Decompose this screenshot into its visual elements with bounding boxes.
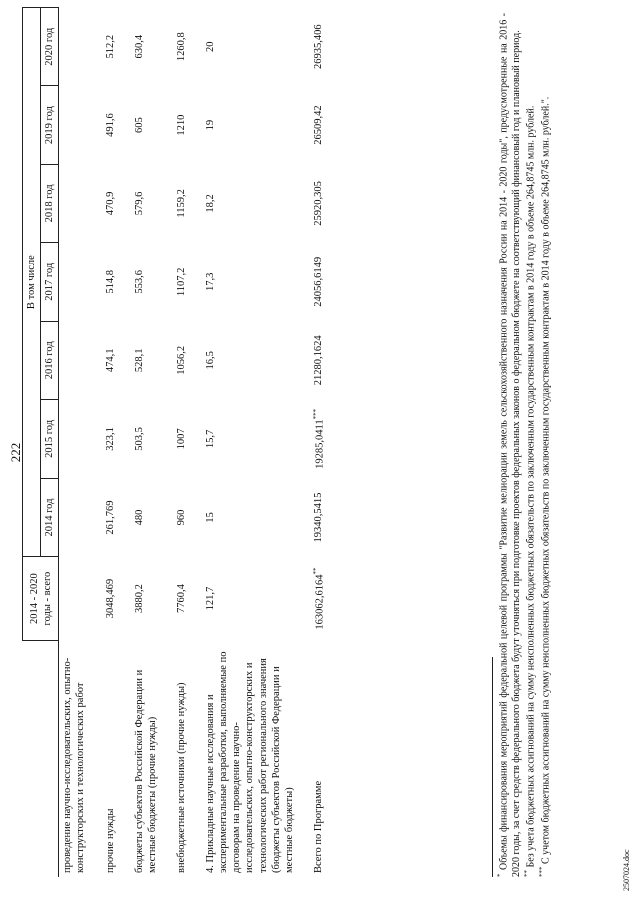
cell-value: 21280,1624: [312, 335, 324, 386]
cell-value-text: 19285,0411: [314, 419, 326, 469]
cell-value: 1007: [175, 428, 187, 450]
cell-value: 19: [205, 119, 216, 131]
cell-value: 474,1: [104, 348, 116, 373]
header-row-1: [23, 8, 41, 878]
footnote-text: Без учета бюджетных ассигнований на сумму неисполненных бюджетных обязательств по заключенным государственным контрактам в 2014 году в объеме 264,8745 млн. рублей.: [525, 105, 537, 868]
cell-value: [298, 400, 329, 479]
footnote-mark: ***: [311, 408, 320, 420]
cell-value: 470,9: [104, 191, 116, 216]
cell-value: 491,6: [104, 113, 116, 137]
cell-value: [59, 86, 90, 164]
row-label: Всего по Программе: [312, 780, 324, 873]
cell-value: [59, 164, 90, 242]
cell-value: 960: [175, 509, 187, 526]
header-year: 2020 год: [41, 8, 59, 86]
cell-value: 1107,2: [175, 267, 187, 297]
cell-value: 16,5: [205, 351, 216, 370]
header-blank-cell: [23, 640, 59, 877]
cell-value: 553,6: [133, 270, 145, 294]
row-total: [59, 557, 90, 641]
cell-value: 24056,6149: [312, 256, 324, 307]
row-label: проведение научно-исследовательских, опытно-конструкторских и технологических работ: [62, 657, 87, 873]
document-code: 2507024.doc: [622, 849, 631, 891]
cell-value: 25920,305: [312, 181, 324, 226]
header-year: 2017 год: [41, 243, 59, 321]
cell-value: 579,6: [133, 191, 145, 216]
header-year: 2015 год: [41, 400, 59, 479]
table-row: [59, 8, 90, 878]
financing-table: [22, 7, 329, 877]
footnote-mark: *: [496, 873, 504, 877]
page-number: 222: [8, 442, 23, 463]
header-year: 2014 год: [41, 478, 59, 556]
cell-value: [59, 321, 90, 399]
cell-value: 503,5: [133, 427, 145, 451]
cell-value: [59, 478, 90, 556]
cell-value: 512,2: [104, 34, 116, 59]
row-total: 121,7: [205, 586, 216, 611]
cell-value: 1159,2: [175, 189, 187, 218]
cell-value: 20: [205, 41, 216, 52]
table-row: [161, 8, 190, 878]
cell-value: [59, 243, 90, 321]
cell-value: 15,7: [205, 429, 216, 449]
footnote-mark: **: [311, 567, 320, 575]
header-year: 2018 год: [41, 164, 59, 242]
cell-value: 514,8: [104, 270, 116, 294]
row-label: 4. Прикладные научные исследования и экспериментальные разработки, выполняемые по договорам на проведение научно-исследовательских, опытно-конструкторских и технологических работ регионального значения (бюджеты субъектов Российской Федерации и местные бюджеты): [205, 651, 295, 873]
cell-value: 1260,8: [175, 32, 187, 62]
cell-value: 480: [133, 509, 145, 526]
row-label: бюджеты субъектов Российской Федерации и местные бюджеты (прочие нужды): [133, 669, 158, 873]
header-total-col: 2014 - 2020 годы - всего: [23, 557, 59, 641]
header-year: 2016 год: [41, 321, 59, 399]
cell-value: 1056,2: [175, 345, 187, 375]
row-label: внебюджетные источники (прочие нужды): [175, 682, 187, 873]
cell-value: 18,2: [205, 194, 216, 213]
footnote: [538, 13, 553, 877]
footnote-mark: ***: [538, 866, 547, 877]
cell-value: 528,1: [133, 348, 145, 373]
table-row: [190, 8, 298, 878]
cell-value: 630,4: [133, 34, 145, 59]
cell-value: 26509,42: [312, 105, 324, 145]
header-in-that-number: В том числе: [23, 8, 41, 557]
footnote: [496, 13, 523, 877]
cell-value: 19340,5415: [312, 492, 324, 543]
header-year: 2019 год: [41, 86, 59, 164]
footnote: [523, 13, 538, 877]
row-total: 3880,2: [133, 584, 145, 614]
table-row: [90, 8, 119, 878]
total-value: 163062,6164: [314, 574, 326, 630]
cell-value: [59, 400, 90, 479]
footnotes: [492, 13, 553, 877]
cell-value: [59, 8, 90, 86]
row-total: [298, 557, 329, 641]
cell-value: 26935,406: [312, 24, 324, 70]
footnote-mark: **: [523, 870, 532, 877]
cell-value: 15: [205, 512, 216, 523]
cell-value: 261,769: [104, 500, 116, 535]
footnote-text: С учетом бюджетных ассигнований на сумму неисполненных бюджетных обязательств по заключенным государственным контрактам в 2014 году в объеме 264,8745 млн. рублей.".: [540, 96, 552, 864]
row-label: прочие нужды: [104, 808, 116, 873]
footnote-text: Объемы финансирования мероприятий федеральной целевой программы "Развитие мелиорации земель сельскохозяйственного назначения России на 2014 - 2020 годы", предусмотренные на 2016 - 2020 годы, за счет средств федерального бюджета будут уточняться при подготовке проектов федеральных законов о федеральном бюджете на соответствующий финансовый год и плановый период.: [498, 12, 522, 877]
row-total: 7760,4: [175, 584, 187, 614]
row-total: 3048,469: [104, 578, 116, 619]
footnote-divider: [492, 657, 493, 877]
cell-value: 323,1: [104, 427, 116, 451]
cell-value: 1210: [175, 114, 187, 136]
table-row-total: [298, 8, 329, 878]
table-row: [119, 8, 161, 878]
cell-value: 17,3: [205, 272, 216, 291]
cell-value: 605: [133, 117, 145, 133]
